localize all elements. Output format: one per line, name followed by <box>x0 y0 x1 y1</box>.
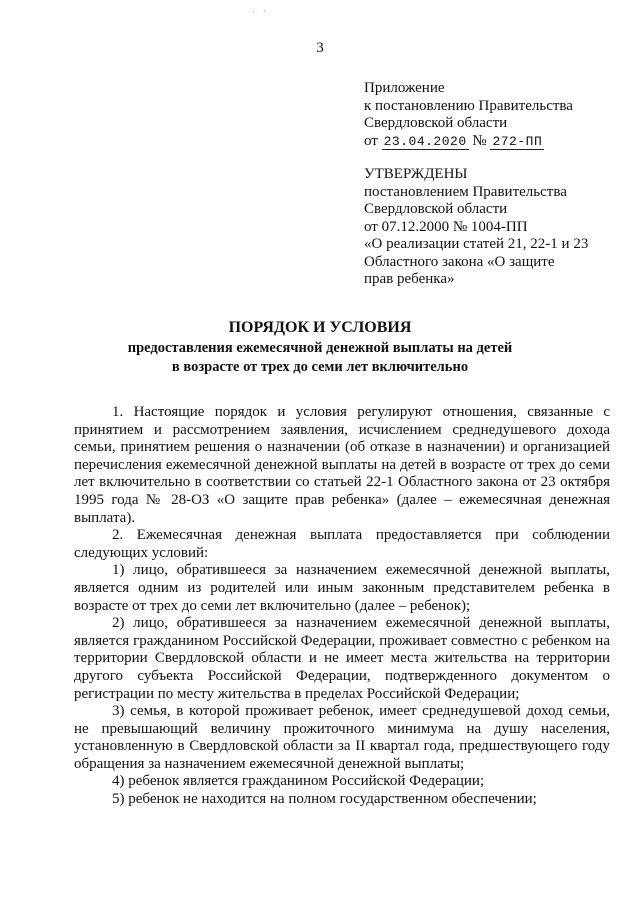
condition-2: 2) лицо, обратившееся за назначением ежемесячной денежной выплаты, является гражданином Российской Федерации, проживает совместно с ребенком на территории Свердловской области и не имеет места жительства на территории другого субъекта Российской Федерации, подтвержденного документом о регистрации по месту жительства в пределах Российской Федерации; <box>74 615 610 702</box>
title-subtitle-1: предоставления ежемесячной денежной выплаты на детей <box>127 340 513 356</box>
approved-line: Свердловской области <box>364 201 508 217</box>
scan-marks: . . <box>252 4 269 15</box>
annex-from: от <box>364 132 378 149</box>
approved-line: Областного закона «О защите <box>364 253 555 270</box>
document-title <box>0 318 640 376</box>
page-number: 3 <box>316 40 324 56</box>
approved-line: прав ребенка» <box>364 271 455 287</box>
paragraph-2: 2. Ежемесячная денежная выплата предоставляется при соблюдении следующих условий: <box>74 527 610 561</box>
approved-line: постановлением Правительства <box>364 183 567 200</box>
approved-line: от 07.12.2000 № 1004-ПП <box>364 218 528 235</box>
approved-block <box>364 166 588 289</box>
annex-number-sign: № <box>472 132 487 149</box>
annex-date-line <box>364 133 573 151</box>
document-body <box>74 404 610 809</box>
approved-heading: УТВЕРЖДЕНЫ <box>364 166 468 182</box>
condition-4: 4) ребенок является гражданином Российской Федерации; <box>112 773 485 790</box>
annex-line-3: Свердловской области <box>364 115 508 131</box>
annex-number: 272-ПП <box>492 133 543 149</box>
annex-date: 23.04.2020 <box>383 133 467 149</box>
condition-3: 3) семья, в которой проживает ребенок, имеет среднедушевой доход семьи, не превышающий величину прожиточного минимума на душу населения, установленную в Свердловской области за II квартал года, предшествующего году обращения за назначением ежемесячной денежной выплаты; <box>74 703 610 772</box>
approved-line: «О реализации статей 21, 22-1 и 23 <box>364 236 589 252</box>
title-subtitle-2: в возрасте от трех до семи лет включительно <box>171 359 469 375</box>
annex-block <box>364 80 573 150</box>
annex-line-2: к постановлению Правительства <box>364 97 573 114</box>
condition-1: 1) лицо, обратившееся за назначением ежемесячной денежной выплаты, является одним из родителей или иным законным представителем ребенка в возрасте от трех до семи лет включительно (далее – ребенок); <box>74 562 610 614</box>
condition-5: 5) ребенок не находится на полном государственном обеспечении; <box>112 791 537 808</box>
paragraph-1: 1. Настоящие порядок и условия регулируют отношения, связанные с принятием и рассмотрением заявления, исчислением среднедушевого дохода семьи, принятием решения о назначении (об отказе в назначении) и организацией перечисления ежемесячной денежной выплаты на детей в возрасте от трех до семи лет включительно в соответствии со статьей 22-1 Областного закона от 23 октября 1995 года № 28-ОЗ «О защите прав ребенка» (далее – ежемесячная денежная выплата). <box>74 404 610 526</box>
annex-line-1: Приложение <box>364 80 445 96</box>
title-main: ПОРЯДОК И УСЛОВИЯ <box>228 319 412 336</box>
